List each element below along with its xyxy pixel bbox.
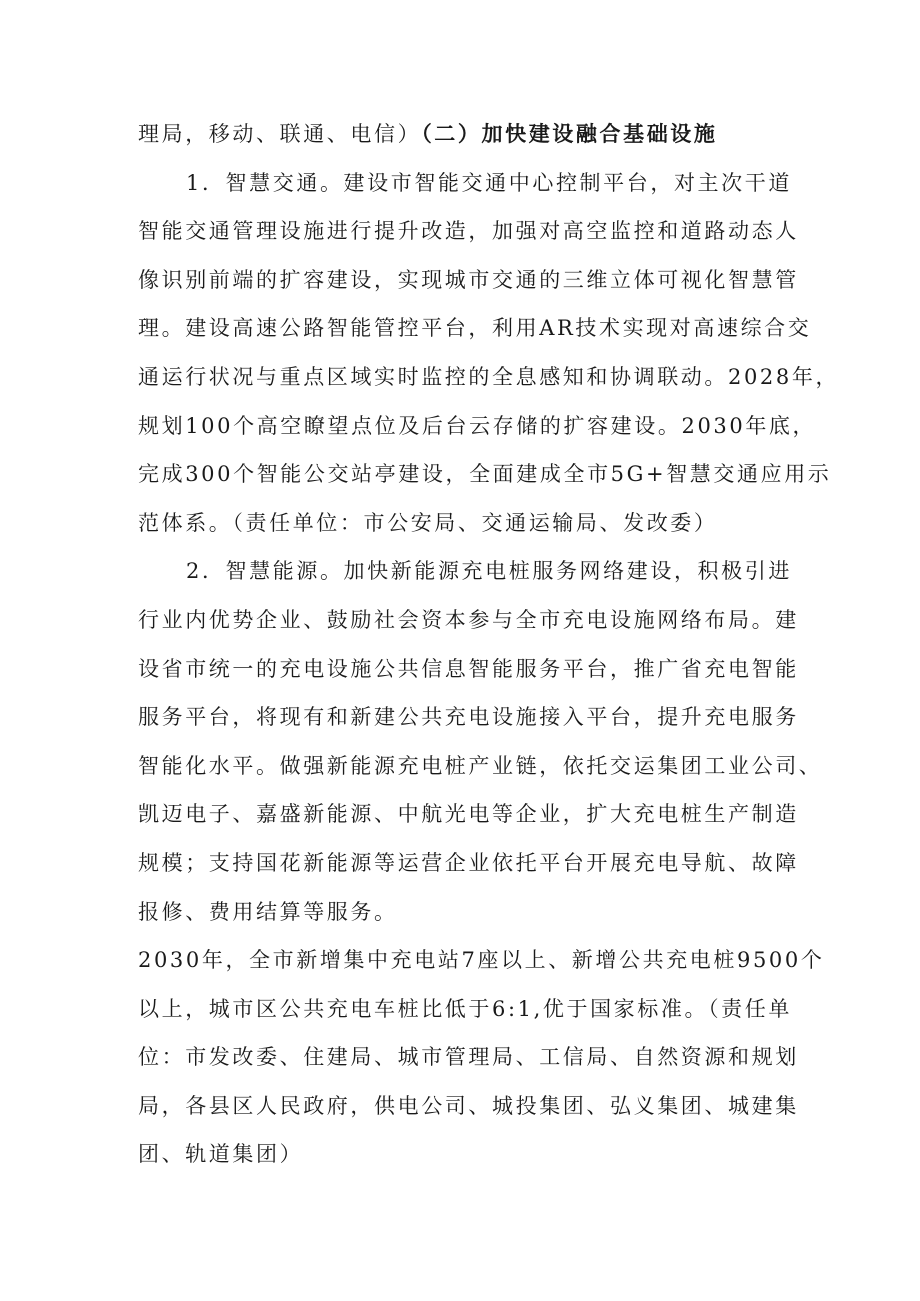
body-text [138, 110, 840, 1179]
text-line: 2．智慧能源。加快新能源充电桩服务网络建设，积极引进 [186, 559, 792, 584]
text-line: 像识别前端的扩容建设，实现城市交通的三维立体可视化智慧管 [138, 267, 799, 292]
text-line: 报修、费用结算等服务。 [138, 899, 398, 924]
text-line: 通运行状况与重点区域实时监控的全息感知和协调联动。2028年， [138, 364, 840, 389]
text-line: 智能交通管理设施进行提升改造，加强对高空监控和道路动态人 [138, 219, 799, 244]
section-heading: （二）加快建设融合基础设施 [421, 122, 718, 146]
text-line [138, 110, 788, 159]
text-line: 理。建设高速公路智能管控平台，利用AR技术实现对高速综合交 [138, 316, 812, 341]
text-line: 规模；支持国花新能源等运营企业依托平台开展充电导航、故障 [138, 850, 799, 875]
text-line: 凯迈电子、嘉盛新能源、中航光电等企业，扩大充电桩生产制造 [138, 802, 799, 827]
text-line: 行业内优势企业、鼓励社会资本参与全市充电设施网络布局。建 [138, 607, 799, 632]
text-line: 智能化水平。做强新能源充电桩产业链，依托交运集团工业公司、 [138, 753, 823, 778]
text-line: 1．智慧交通。建设市智能交通中心控制平台，对主次干道 [186, 170, 792, 195]
text-line: 局，各县区人民政府，供电公司、城投集团、弘义集团、城建集 [138, 1093, 799, 1118]
text-line-content: 理局，移动、联通、电信） [138, 122, 422, 146]
text-line: 团、轨道集团） [138, 1142, 304, 1167]
text-line: 规划100个高空瞭望点位及后台云存储的扩容建设。2030年底， [138, 413, 817, 438]
text-line: 以上，城市区公共充电车桩比低于6:1,优于国家标准。（责任单 [138, 996, 792, 1021]
text-line: 设省市统一的充电设施公共信息智能服务平台，推广省充电智能 [138, 656, 799, 681]
text-line: 完成300个智能公交站亭建设，全面建成全市5G+智慧交通应用示 [138, 462, 832, 487]
text-line: 范体系。（责任单位：市公安局、交通运输局、发改委） [138, 510, 718, 535]
text-line: 位：市发改委、住建局、城市管理局、工信局、自然资源和规划 [138, 1045, 799, 1070]
text-line: 2030年，全市新增集中充电站7座以上、新增公共充电桩9500个 [138, 948, 825, 973]
text-line: 服务平台，将现有和新建公共充电设施接入平台，提升充电服务 [138, 705, 799, 730]
